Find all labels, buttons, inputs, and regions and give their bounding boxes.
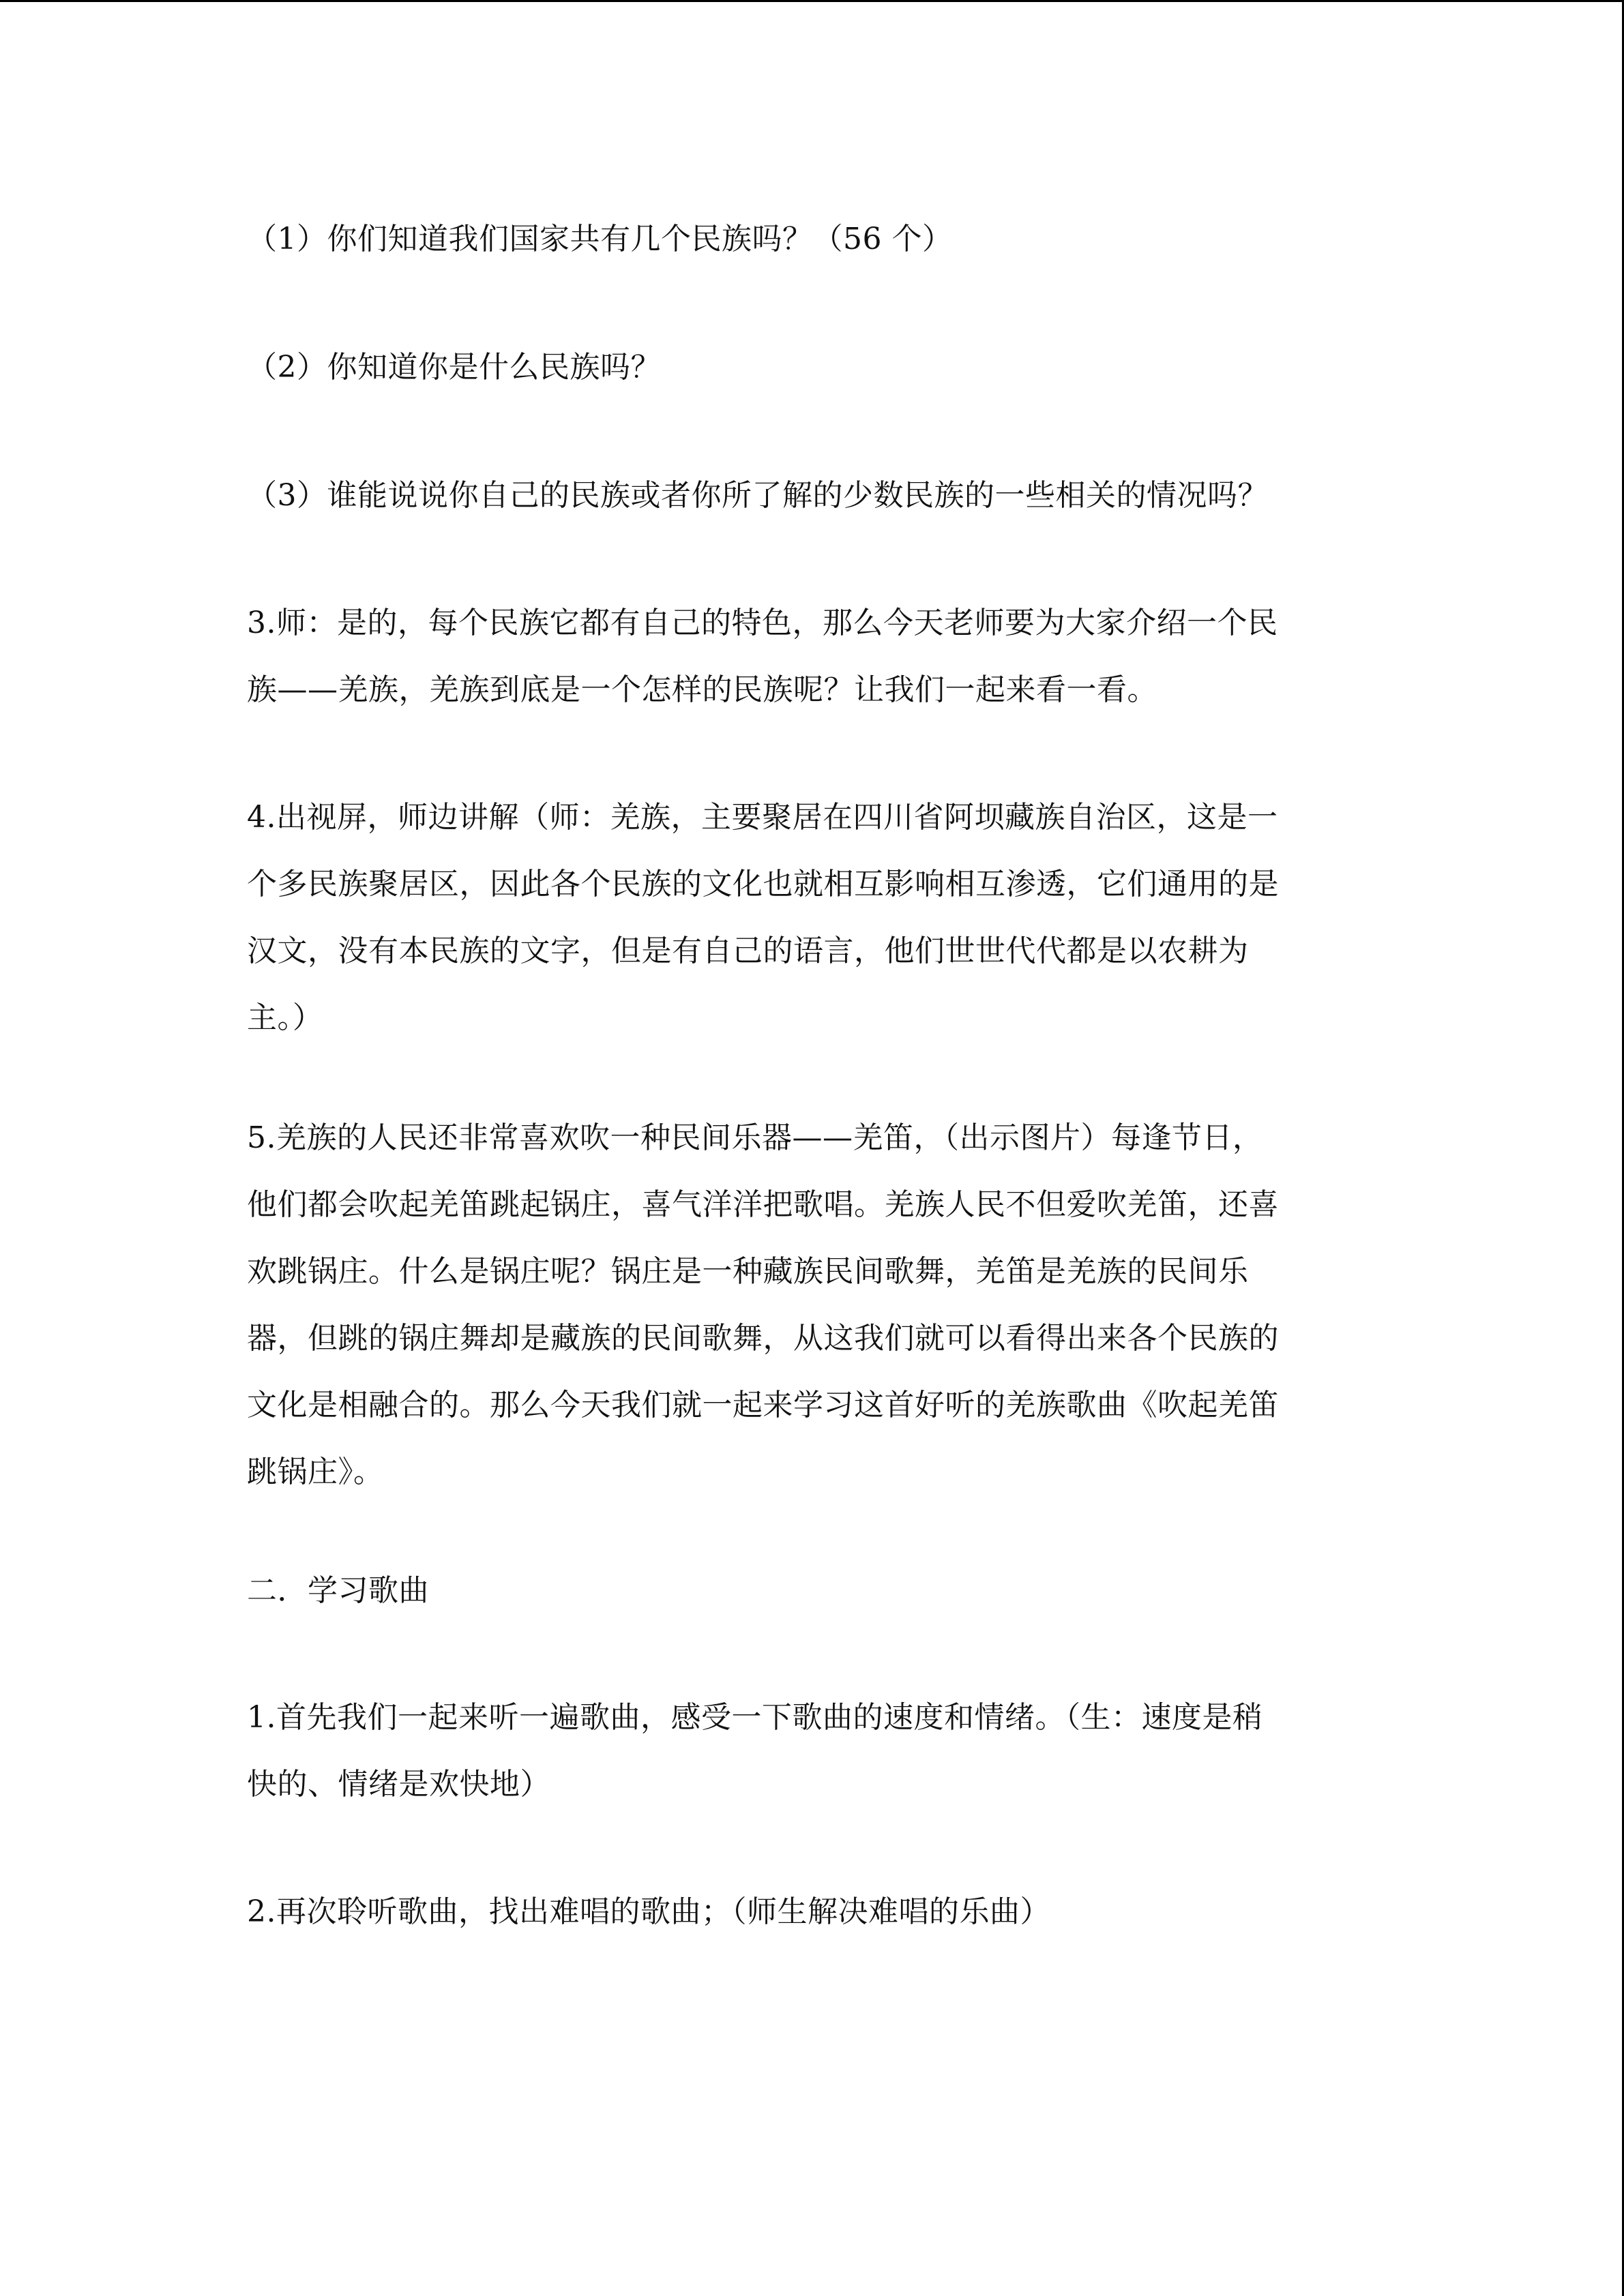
text-line: 汉文，没有本民族的文字，但是有自己的语言，他们世世代代都是以农耕为 [247,934,1249,968]
question-2 [247,334,1372,401]
paragraph-3 [247,590,1372,724]
text-line: 文化是相融合的。那么今天我们就一起来学习这首好听的羌族歌曲《吹起羌笛 [247,1388,1279,1422]
text-line: 族——羌族，羌族到底是一个怎样的民族呢？让我们一起来看一看。 [247,672,1157,707]
text-line: （1）你们知道我们国家共有几个民族吗？（56 个） [247,222,953,256]
text-line: （2）你知道你是什么民族吗？ [247,350,661,385]
text-line: 快的、情绪是欢快地） [247,1767,550,1802]
text-line: 5.羌族的人民还非常喜欢吹一种民间乐器——羌笛，（出示图片）每逢节日， [247,1120,1263,1155]
step-2 [247,1879,1372,1945]
text-line: 他们都会吹起羌笛跳起锅庄，喜气洋洋把歌唱。羌族人民不但爱吹羌笛，还喜 [247,1187,1279,1222]
text-line: 2.再次聆听歌曲，找出难唱的歌曲；（师生解决难唱的乐曲） [247,1894,1050,1929]
question-3 [247,462,1372,529]
text-line: 跳锅庄》。 [247,1455,384,1489]
question-1 [247,206,1372,273]
text-line: 器，但跳的锅庄舞却是藏族的民间歌舞，从这我们就可以看得出来各个民族的 [247,1321,1279,1356]
text-line: 3.师：是的，每个民族它都有自己的特色，那么今天老师要为大家介绍一个民 [247,606,1278,640]
text-line: 个多民族聚居区，因此各个民族的文化也就相互影响相互渗透，它们通用的是 [247,867,1279,901]
step-1 [247,1684,1372,1818]
text-line: 欢跳锅庄。什么是锅庄呢？锅庄是一种藏族民间歌舞，羌笛是羌族的民间乐 [247,1254,1249,1289]
section-heading [247,1557,1372,1624]
text-line: 二．学习歌曲 [247,1573,429,1608]
paragraph-5 [247,1105,1372,1506]
paragraph-4 [247,784,1372,1052]
text-line: 1.首先我们一起来听一遍歌曲，感受一下歌曲的速度和情绪。（生：速度是稍 [247,1700,1263,1735]
text-line: 主。） [247,1000,323,1035]
text-line: 4.出视屏，师边讲解（师：羌族，主要聚居在四川省阿坝藏族自治区，这是一 [247,800,1278,835]
text-line: （3）谁能说说你自己的民族或者你所了解的少数民族的一些相关的情况吗？ [247,478,1268,513]
